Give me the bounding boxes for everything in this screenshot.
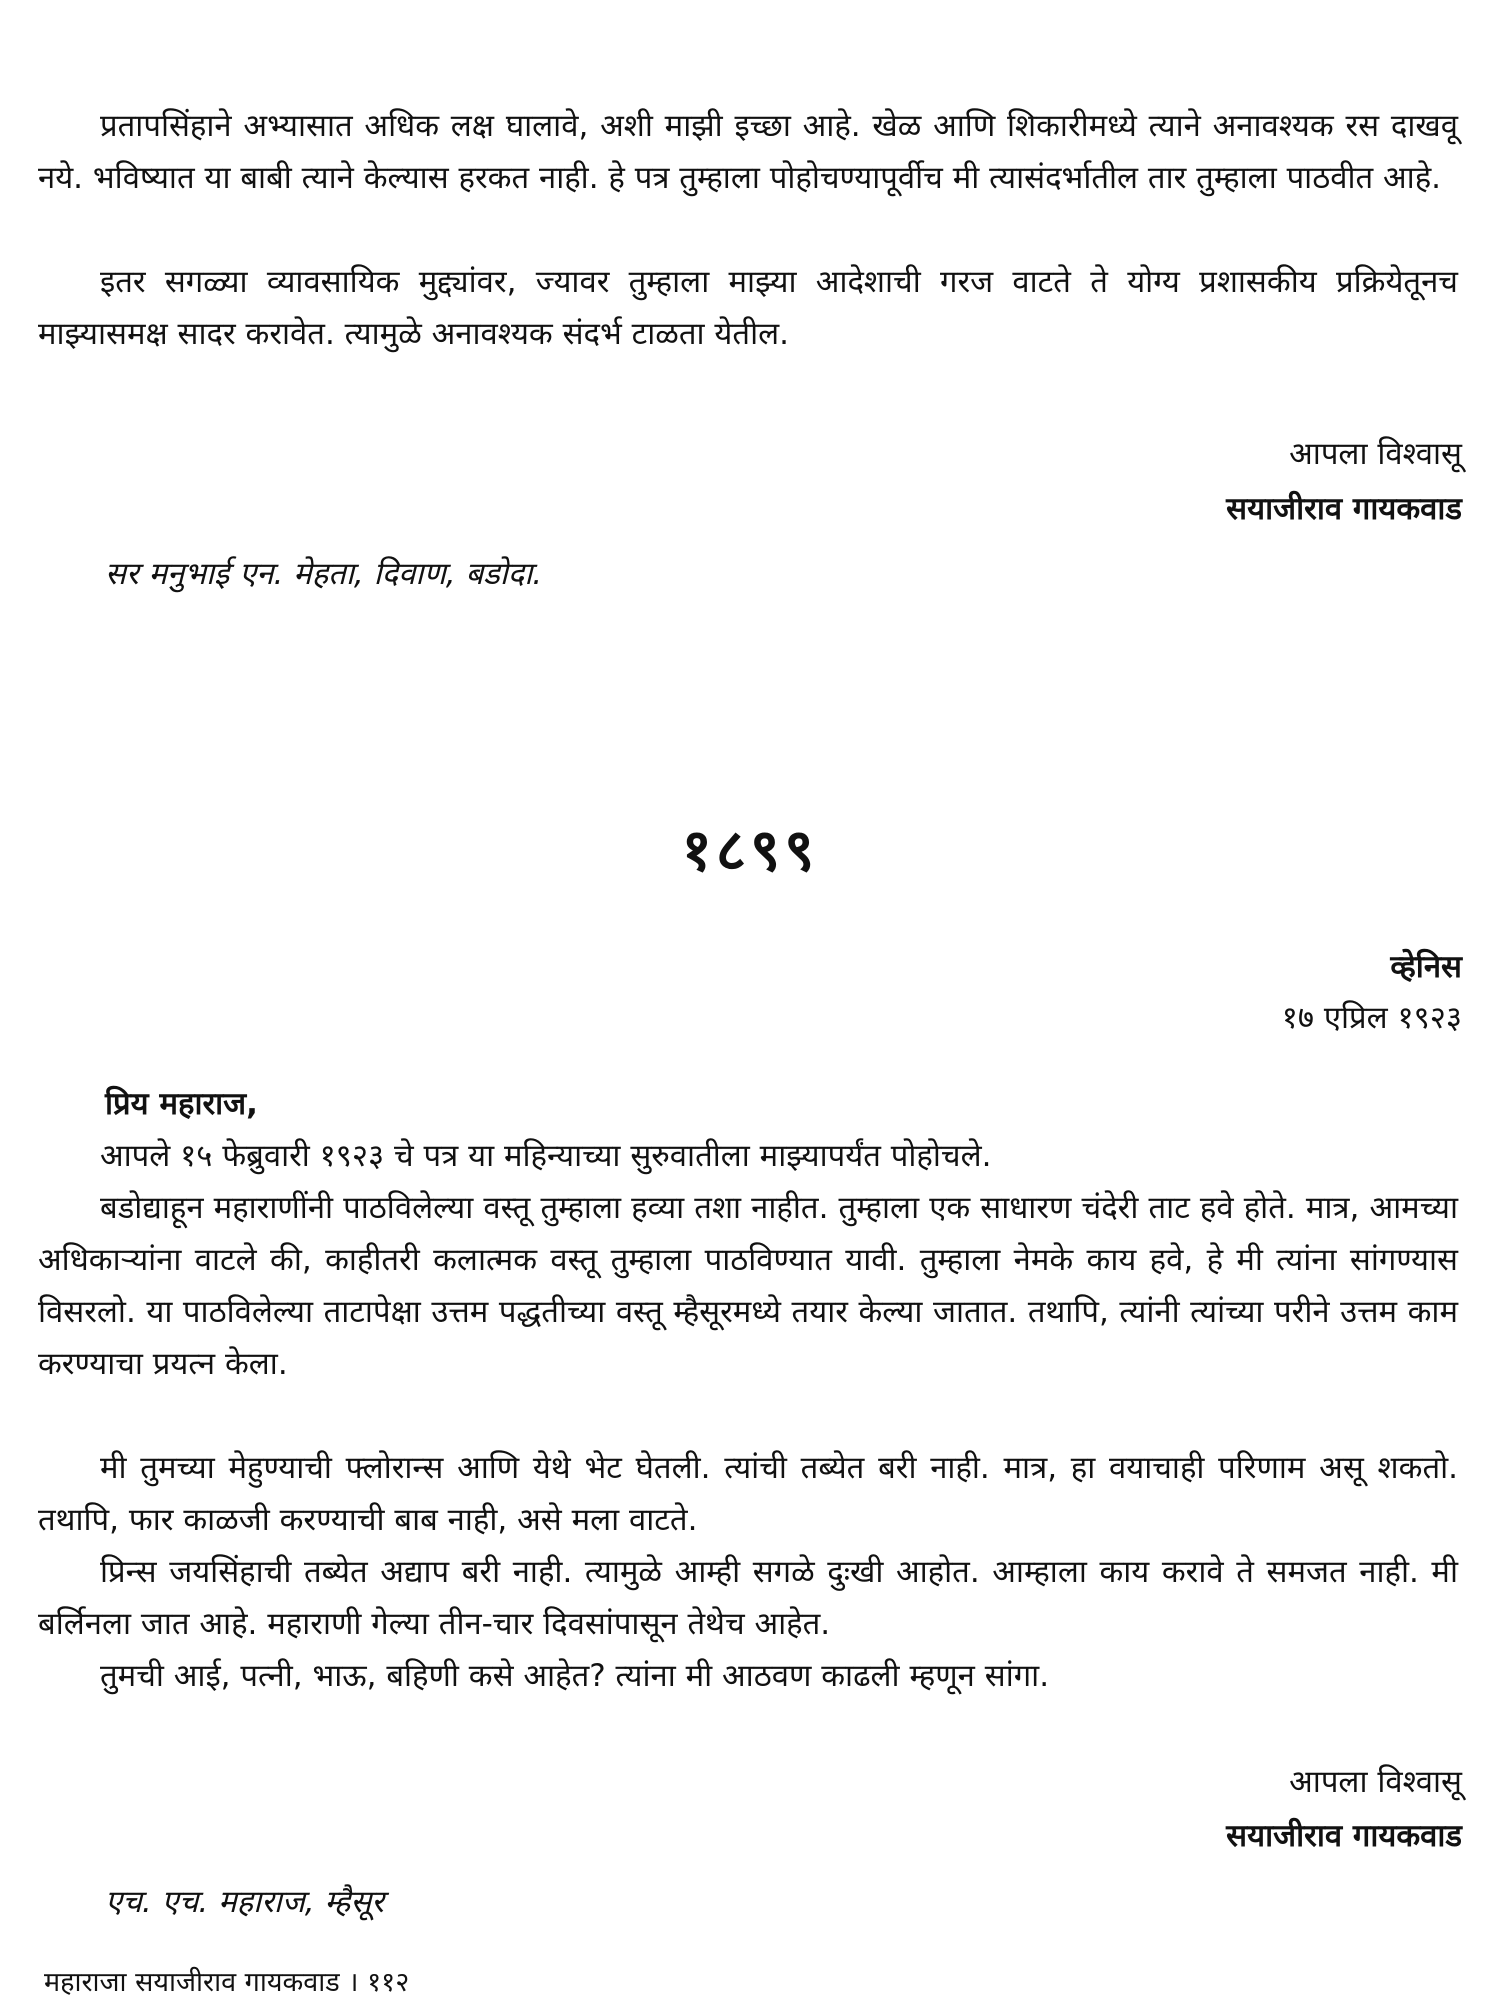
- year-heading: १८९९: [681, 816, 819, 884]
- letter2-recipient: एच. एच. महाराज, म्हैसूर: [105, 1884, 384, 1920]
- letter1-paragraph-1: प्रतापसिंहाने अभ्यासात अधिक लक्ष घालावे, अशी माझी इच्छा आहे. खेळ आणि शिकारीमध्ये त्याने अनावश्यक रस दाखवू नये. भविष्यात या बाबी त्याने केल्यास हरकत नाही. हे पत्र तुम्हाला पोहोचण्यापूर्वीच मी त्यासंदर्भातील तार तुम्हाला पाठवीत आहे.: [38, 108, 1458, 196]
- letter2-paragraph-1: आपले १५ फेब्रुवारी १९२३ चे पत्र या महिन्याच्या सुरुवातीला माझ्यापर्यंत पोहोचले.: [100, 1138, 992, 1174]
- letter2-signature: सयाजीराव गायकवाड: [1226, 1818, 1462, 1854]
- letter2-paragraph-4: प्रिन्स जयसिंहाची तब्येत अद्याप बरी नाही. त्यामुळे आम्ही सगळे दुःखी आहोत. आम्हाला काय करावे ते समजत नाही. मी बर्लिनला जात आहे. महाराणी गेल्या तीन-चार दिवसांपासून तेथेच आहेत.: [38, 1554, 1458, 1642]
- letter2-paragraph-2: बडोद्याहून महाराणींनी पाठविलेल्या वस्तू तुम्हाला हव्या तशा नाहीत. तुम्हाला एक साधारण चंदेरी ताट हवे होते. मात्र, आमच्या अधिकाऱ्यांना वाटले की, काहीतरी कलात्मक वस्तू तुम्हाला पाठविण्यात यावी. तुम्हाला नेमके काय हवे, हे मी त्यांना सांगण्यास विसरलो. या पाठविलेल्या ताटापेक्षा उत्तम पद्धतीच्या वस्तू म्हैसूरमध्ये तयार केल्या जातात. तथापि, त्यांनी त्यांच्या परीने उत्तम काम करण्याचा प्रयत्न केला.: [38, 1190, 1458, 1382]
- letter2-date: १७ एप्रिल १९२३: [1281, 1000, 1462, 1036]
- letter2-closing: आपला विश्वासू: [1289, 1764, 1462, 1800]
- letter2-paragraph-3: मी तुमच्या मेहुण्याची फ्लोरान्स आणि येथे भेट घेतली. त्यांची तब्येत बरी नाही. मात्र, हा वयाचाही परिणाम असू शकतो. तथापि, फार काळजी करण्याची बाब नाही, असे मला वाटते.: [38, 1450, 1458, 1538]
- page-footer: महाराजा सयाजीराव गायकवाड । ११२: [44, 1967, 410, 1998]
- letter2-salutation: प्रिय महाराज,: [105, 1086, 258, 1122]
- letter2-paragraph-5: तुमची आई, पत्नी, भाऊ, बहिणी कसे आहेत? त्यांना मी आठवण काढली म्हणून सांगा.: [100, 1658, 1050, 1694]
- letter1-signature: सयाजीराव गायकवाड: [1226, 491, 1462, 527]
- letter1-closing: आपला विश्वासू: [1289, 436, 1462, 472]
- letter1-recipient: सर मनुभाई एन. मेहता, दिवाण, बडोदा.: [105, 556, 543, 592]
- letter1-paragraph-2: इतर सगळ्या व्यावसायिक मुद्द्यांवर, ज्यावर तुम्हाला माझ्या आदेशाची गरज वाटते ते योग्य प्रशासकीय प्रक्रियेतूनच माझ्यासमक्ष सादर करावेत. त्यामुळे अनावश्यक संदर्भ टाळता येतील.: [38, 264, 1458, 352]
- letter2-place: व्हेनिस: [1390, 949, 1462, 985]
